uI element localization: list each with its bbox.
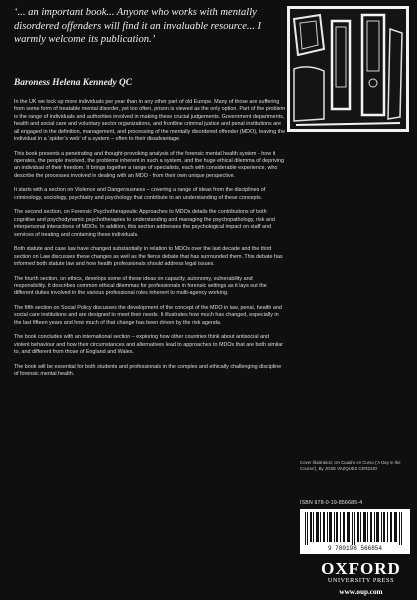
barcode-number: 9 780198 566854 (300, 545, 410, 554)
endorsement-quote: ‘... an important book... Anyone who works with mentally disordered offenders will find it an invaluable resource... I warmly welcome its publication.’ (14, 7, 262, 46)
publisher-logo: OXFORD (321, 559, 401, 578)
blurb-paragraph: It starts with a section on Violence and Dangerousness – covering a range of ideas from the disciplines of criminology, sociology, psychiatry and psychology that contribute to an understanding of these concepts. (14, 187, 266, 201)
blurb-paragraph: The book will be essential for both students and professionals in the complex and ethically challenging discipline of forensic mental health. (14, 363, 282, 378)
endorsement-attribution: Baroness Helena Kennedy QC (14, 78, 132, 88)
barcode-bars (305, 512, 405, 546)
cover-illustration-credit: Cover illustration: Un Cuadro en Curso (‘A Day in the Course’), By JOSE VAZQUEZ CERDIJO (300, 460, 401, 471)
isbn-text: ISBN 978-0-19-856685-4 (300, 500, 363, 506)
publisher-subtitle: UNIVERSITY PRESS (327, 577, 395, 584)
artwork-figures (290, 9, 406, 129)
blurb-paragraph: Both statute and case law have changed substantially in relation to MDOs over the last decade and the third section on Law discusses these changes as well as the fierce debate that has surrounded them. This debate has informed both statute law and how health professionals should address legal issues. (14, 246, 283, 268)
blurb-body (14, 99, 286, 386)
publisher-url: www.oup.com (339, 588, 383, 596)
cover-artwork (287, 6, 409, 132)
blurb-paragraph: The fifth section on Social Policy discusses the development of the concept of the MDO in law, penal, health and social care institutions and are designed to meet their needs. It illustrates how much has changed, especially in the last fifteen years and how much of that change has been driven by the risk agenda. (14, 305, 282, 326)
blurb-paragraph: The fourth section, on ethics, develops some of these ideas on capacity, autonomy, vulnerability and responsibility. It describes common ethical dilemmas for professionals in forensic settings as it lays out the different duties involved in the various professional roles inherent to multi-agency working. (14, 275, 267, 297)
blurb-paragraph: This book presents a penetrating and thought-provoking analysis of the forensic mental health system - how it operates, the people involved, the problems inherent in such a system, and the huge ethical dilemma of depriving an individual of their freedom. It brings together a range of specialists, each with considerable experience, who describe the processes involved in dealing with an MDO - from their own unique perspective. (14, 150, 284, 179)
blurb-paragraph: The second section, on Forensic Psychotherapeutic Approaches to MDOs details the contributions of both cognitive and psychodynamic psychotherapies to understanding and managing the psychopathology, risk and interpersonal interactions of MDOs. In addition, this section addresses the psychological impact on staff and services of treating and containing these individuals. (14, 209, 275, 238)
blurb-paragraph: The book concludes with an international section – exploring how other countries think about antisocial and violent behaviour and how their circumstances and alternatives lead to approaches to MDOs that are both similar to, and different from those of England and Wales. (14, 334, 284, 356)
blurb-paragraph: In the UK we lock up more individuals per year than in any other part of old Europe. Many of those are suffering from some form of treatable mental disorder, yet too often, prison is viewed as the only option. Part of the problem is the range of individuals and authorities involved in making these crucial judgements. Government departments, health and social care and voluntary sector organizations, and frontline criminal justice and penal institutions are all engaged in the definition, management, and processing of the mentally disordered offender (MDO), leaving the individual in a ‘spider’s web’ of a system – often to their disadvantage. (14, 99, 286, 143)
